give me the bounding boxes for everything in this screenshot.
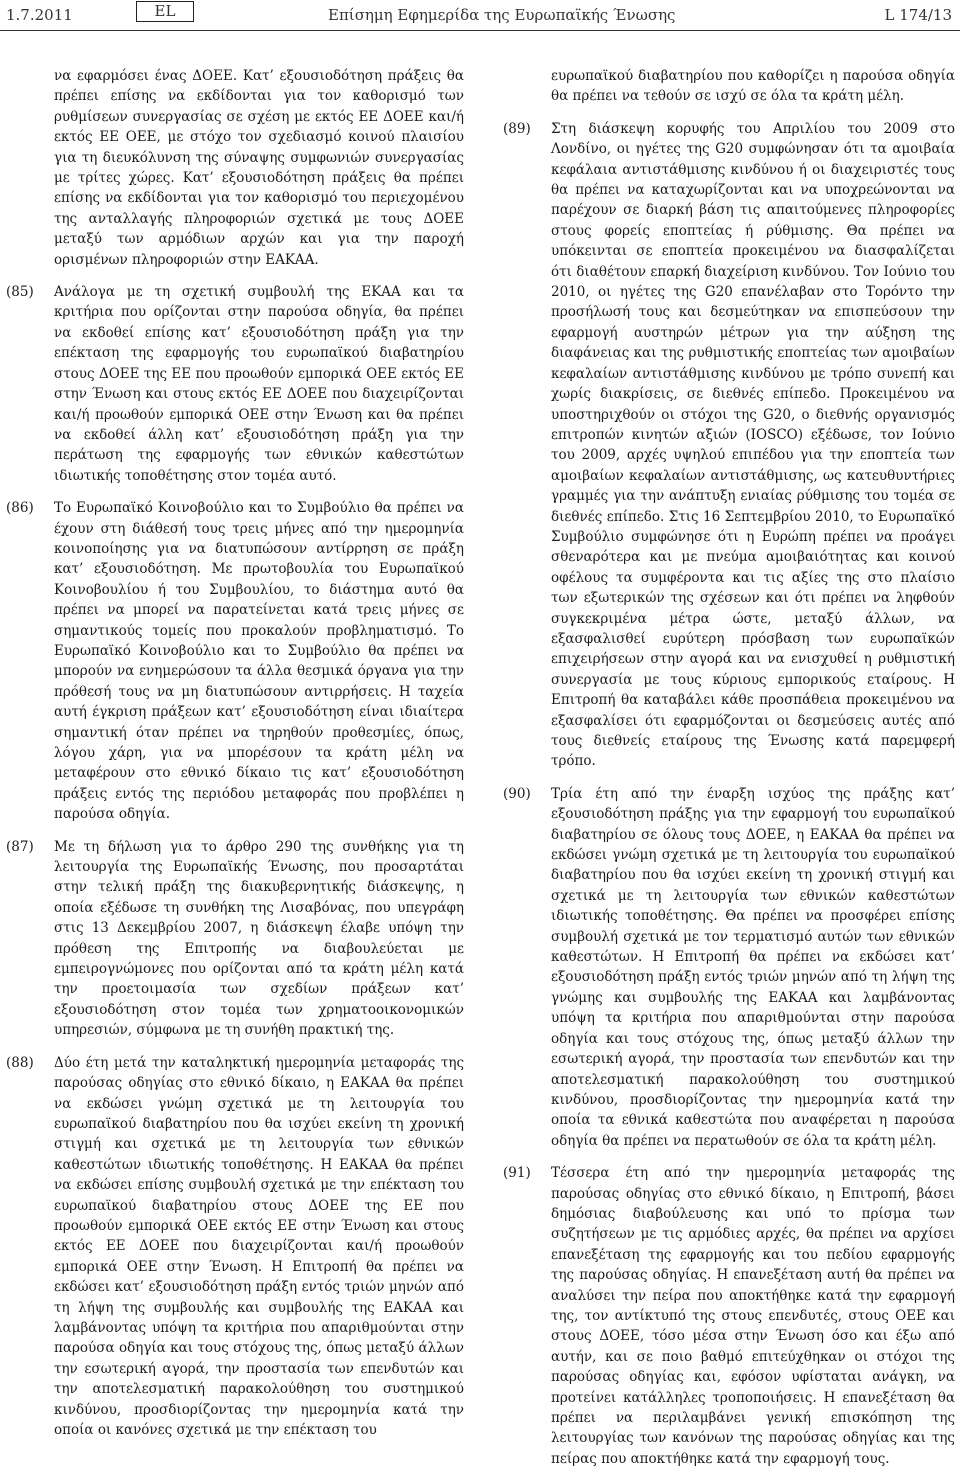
page-reference: L 174/13 xyxy=(884,6,952,24)
recital-number: (88) xyxy=(6,1054,34,1071)
left-column xyxy=(6,66,464,1452)
recital-number: (87) xyxy=(6,838,34,855)
recital-text: να εφαρμόσει ένας ΔΟΕΕ. Κατ’ εξουσιοδότηση πράξεις θα πρέπει επίσης να εκδίδονται για τον καθορισμό των ρυθμίσεων συνεργασίας σε σχέση με εκτός ΕΕ ΔΟΕΕ και/ή εκτός ΕΕ ΟΕΕ, με στόχο τον σχεδιασμό κοινού πλαισίου για τη διευκόλυνση της σύναψης συμφωνιών συνεργασίας με τρίτες χώρες. Κατ’ εξουσιοδότηση πράξεις θα πρέπει επίσης να εκδίδονται για τον καθορισμό του περιεχομένου της ανταλλαγής πληροφοριών σχετικά με τους ΔΟΕΕ μεταξύ των αρμόδιων αρχών και για την παροχή ορισμένων πληροφοριών στην ΕΑΚΑΑ. xyxy=(54,68,464,268)
recital-number: (91) xyxy=(503,1165,531,1182)
recital-number: (90) xyxy=(503,785,531,802)
publication-date: 1.7.2011 xyxy=(6,6,73,24)
recital-85 xyxy=(6,282,464,486)
recital-87 xyxy=(6,837,464,1041)
recital-text: Στη διάσκεψη κορυφής του Απριλίου του 2009 στο Λονδίνο, οι ηγέτες της G20 συμφώνησαν ότι τα αμοιβαία κεφάλαια αντιστάθμισης κινδύνου ή οι διαχειριστές τους θα πρέπει να καταχωρίζονται και να υποχρεώνονται να παρέχουν σε διαρκή βάση τις απαιτούμενες πληροφορίες στους φορείς εποπτείας ή ρύθμισης. Θα πρέπει να υπόκεινται σε εποπτεία προκειμένου να διασφαλίζεται ότι διαθέτουν επαρκή διαχείριση κινδύνου. Τον Ιούνιο του 2010, οι ηγέτες της G20 επανέλαβαν στο Τορόντο την προσήλωσή τους και δεσμεύτηκαν να επισπεύσουν την εφαρμογή αυστηρών μέτρων για την αύξηση της διαφάνειας και της ρυθμιστικής εποπτείας των αμοιβαίων κεφαλαίων αντιστάθμισης κινδύνου με τρόπο συνεπή και χωρίς διακρίσεις, σε διεθνές επίπεδο. Προκειμένου να υποστηριχθούν οι στόχοι της G20, ο διεθνής οργανισμός επιτροπών κινητών αξιών (IOSCO) εξέδωσε, τον Ιούνιο του 2009, αρχές υψηλού επιπέδου για την εποπτεία των αμοιβαίων κεφαλαίων αντιστάθμισης, ως κατευθυντήριες γραμμές για την ανάπτυξη ενιαίας ρύθμισης του τομέα σε διεθνές επίπεδο. Στις 16 Σεπτεμβρίου 2010, το Ευρωπαϊκό Συμβούλιο συμφώνησε ότι η Ευρώπη πρέπει να προάγει σθεναρότερα και με πνεύμα αμοιβαιότητας και κοινού οφέλους τα συμφέροντα και τις αξίες της στο πλαίσιο των εξωτερικών της σχέσεων και ότι πρέπει να ληφθούν συγκεκριμένα μέτρα ώστε, μεταξύ άλλων, να εξασφαλισθεί ευρύτερη πρόσβαση των ευρωπαϊκών επιχειρήσεων στην αγορά και να ενισχυθεί η ρυθμιστική συνεργασία με τους κύριους εμπορικούς εταίρους. Η Επιτροπή θα καταβάλει κάθε προσπάθεια προκειμένου να εξασφαλίσει ότι εφαρμόζονται οι δεσμεύσεις αυτές από τους διεθνείς εταίρους της Ένωσης κατά παρεμφερή τρόπο. xyxy=(551,120,955,770)
recital-text: Δύο έτη μετά την καταληκτική ημερομηνία μεταφοράς της παρούσας οδηγίας στο εθνικό δίκαιο, η ΕΑΚΑΑ θα πρέπει να εκδώσει γνώμη σχετικά με τη λειτουργία του ευρωπαϊκού διαβατηρίου που θα ισχύει εκείνη τη χρονική στιγμή και σχετικά με τη λειτουργία των εθνικών καθεστώτων ιδιωτικής τοποθέτησης. Η ΕΑΚΑΑ θα πρέπει να εκδώσει επίσης συμβουλή σχετικά με την επέκταση του ευρωπαϊκού διαβατηρίου στους ΔΟΕΕ της ΕΕ που προωθούν εμπορικά ΟΕΕ εκτός ΕΕ στην Ένωση και στους εκτός ΕΕ ΔΟΕΕ που διαχειρίζονται και/ή προωθούν εμπορικά ΟΕΕ στην Ένωση. Η Επιτροπή θα πρέπει να εκδώσει κατ’ εξουσιοδότηση πράξη εντός τριών μηνών από τη λήψη της συμβουλής και συμβουλής της ΕΑΚΑΑ και λαμβάνοντας υπόψη τα κριτήρια που απαριθμούνται στην παρούσα οδηγία και τους στόχους της, όπως μεταξύ άλλων την εσωτερική αγορά, την προστασία των επενδυτών και την αποτελεσματική παρακολούθηση του συστημικού κινδύνου, προσδιορίζοντας την ημερομηνία κατά την οποία οι κανόνες σχετικά με την επέκταση του xyxy=(54,1054,464,1438)
recital-86 xyxy=(6,498,464,825)
journal-title: Επίσημη Εφημερίδα της Ευρωπαϊκής Ένωσης xyxy=(328,6,676,24)
recital-text: Τρία έτη από την έναρξη ισχύος της πράξης κατ’ εξουσιοδότηση πράξης για την εφαρμογή του ευρωπαϊκού διαβατηρίου σε όλους τους ΔΟΕΕ, η ΕΑΚΑΑ θα πρέπει να εκδώσει γνώμη σχετικά με τη λειτουργία του ευρωπαϊκού διαβατηρίου που θα ισχύει εκείνη τη χρονική στιγμή και σχετικά με τη λειτουργία των εθνικών καθεστώτων ιδιωτικής τοποθέτησης. Θα πρέπει να προσφέρει επίσης συμβουλή σχετικά με τον τερματισμό αυτών των εθνικών καθεστώτων. Η Επιτροπή θα πρέπει να εκδώσει κατ’ εξουσιοδότηση πράξη εντός τριών μηνών από τη λήψη της γνώμης και συμβουλής της ΕΑΚΑΑ και λαμβάνοντας υπόψη τα κριτήρια που απαριθμούνται στην παρούσα οδηγία και τους στόχους της, όπως μεταξύ άλλων την εσωτερική αγορά, την προστασία των επενδυτών και την αποτελεσματική παρακολούθηση του συστημικού κινδύνου, προσδιορίζοντας την ημερομηνία κατά την οποία τα εθνικά καθεστώτα που αναφέρεται η παρούσα οδηγία θα πρέπει να περατωθούν σε όλα τα κράτη μέλη. xyxy=(551,785,955,1149)
page-header xyxy=(0,0,960,32)
recital-text: Το Ευρωπαϊκό Κοινοβούλιο και το Συμβούλιο θα πρέπει να έχουν στη διάθεσή τους τρεις μήνες από την ημερομηνία κοινοποίησης για να διατυπώσουν αντίρρηση σε πράξη κατ’ εξουσιοδότηση. Με πρωτοβουλία του Ευρωπαϊκού Κοινοβουλίου ή του Συμβουλίου, το διάστημα αυτό θα πρέπει να μπορεί να παρατείνεται κατά τρεις μήνες σε σημαντικούς τομείς που προκαλούν προβληματισμό. Το Ευρωπαϊκό Κοινοβούλιο και το Συμβούλιο θα πρέπει να μπορούν να ενημερώσουν τα άλλα θεσμικά όργανα για την πρόθεσή τους να μη διατυπώσουν αντιρρήσεις. Η ταχεία αυτή έγκριση πράξεων κατ’ εξουσιοδότηση είναι ιδιαίτερα σημαντική όταν πρέπει να τηρηθούν προθεσμίες, όπως, λόγου χάρη, για να μπορέσουν τα κράτη μέλη να μεταφέρουν στο εθνικό δίκαιο τις κατ’ εξουσιοδότηση πράξεις εντός της περιόδου μεταφοράς που προβλέπει η παρούσα οδηγία. xyxy=(54,500,464,823)
recital-text: Τέσσερα έτη από την ημερομηνία μεταφοράς της παρούσας οδηγίας στο εθνικό δίκαιο, η Επιτροπή, βάσει δημόσιας διαβούλευσης και υπό το πρίσμα των συζητήσεων με τις αρμόδιες αρχές, θα πρέπει να αρχίσει επανεξέταση της εφαρμογής και του πεδίου εφαρμογής της παρούσας οδηγίας. Η επανεξέταση αυτή θα πρέπει να αναλύσει την πείρα που αποκτήθηκε κατά την εφαρμογή της, τον αντίκτυπό της στους επενδυτές, στους ΟΕΕ και στους ΔΟΕΕ, τόσο μέσα στην Ένωση όσο και έξω από αυτήν, και σε ποιο βαθμό επιτεύχθηκαν οι στόχοι της παρούσας οδηγίας και, εφόσον υφίσταται ανάγκη, να προτείνει κατάλληλες τροποποιήσεις. Η επανεξέταση θα πρέπει να περιλαμβάνει γενική επισκόπηση της λειτουργίας των κανόνων της παρούσας οδηγίας και της πείρας που αποκτήθηκε κατά την εφαρμογή τους. xyxy=(551,1165,955,1467)
language-badge: EL xyxy=(136,1,194,22)
recital-continuation xyxy=(6,66,464,270)
header-divider xyxy=(0,30,960,31)
recital-90 xyxy=(503,784,955,1151)
recital-text: Με τη δήλωση για το άρθρο 290 της συνθήκης για τη λειτουργία της Ευρωπαϊκής Ένωσης, που προσαρτάται στην τελική πράξη της διακυβερνητικής διάσκεψης, η οποία εξέδωσε τη συνθήκη της Λισαβόνας, που υπεγράφη στις 13 Δεκεμβρίου 2007, η διάσκεψη έλαβε υπόψη την πρόθεση της Επιτροπής να διαβουλεύεται με εμπειρογνώμονες που ορίζονται από τα κράτη μέλη κατά την προετοιμασία των σχεδίων πράξεων κατ’ εξουσιοδότηση στον τομέα των χρηματοοικονομικών υπηρεσιών, σύμφωνα με τη συνήθη πρακτική της. xyxy=(54,838,464,1039)
right-column xyxy=(503,66,955,1481)
recital-text: ευρωπαϊκού διαβατηρίου που καθορίζει η παρούσα οδηγία θα πρέπει να τεθούν σε ισχύ σε όλα τα κράτη μέλη. xyxy=(551,68,955,105)
recital-number: (85) xyxy=(6,284,34,301)
recital-89 xyxy=(503,119,955,772)
recital-88 xyxy=(6,1053,464,1441)
recital-number: (86) xyxy=(6,500,34,517)
recital-continuation xyxy=(503,66,955,107)
recital-91 xyxy=(503,1163,955,1469)
recital-number: (89) xyxy=(503,120,531,137)
recital-text: Ανάλογα με τη σχετική συμβουλή της ΕΚΑΑ και τα κριτήρια που ορίζονται στην παρούσα οδηγία, θα πρέπει να εκδοθεί επίσης κατ’ εξουσιοδότηση πράξη για την επέκταση της εφαρμογής του ευρωπαϊκού διαβατηρίου στους ΔΟΕΕ της ΕΕ που προωθούν εμπορικά ΟΕΕ εκτός ΕΕ στην Ένωση και στους εκτός ΕΕ ΔΟΕΕ που διαχειρίζονται και/ή προωθούν εμπορικά ΟΕΕ στην Ένωση και θα πρέπει να εκδοθεί άλλη κατ’ εξουσιοδότηση πράξη για την περάτωση της εφαρμογής των εθνικών καθεστώτων ιδιωτικής τοποθέτησης στον τομέα αυτό. xyxy=(54,284,464,484)
